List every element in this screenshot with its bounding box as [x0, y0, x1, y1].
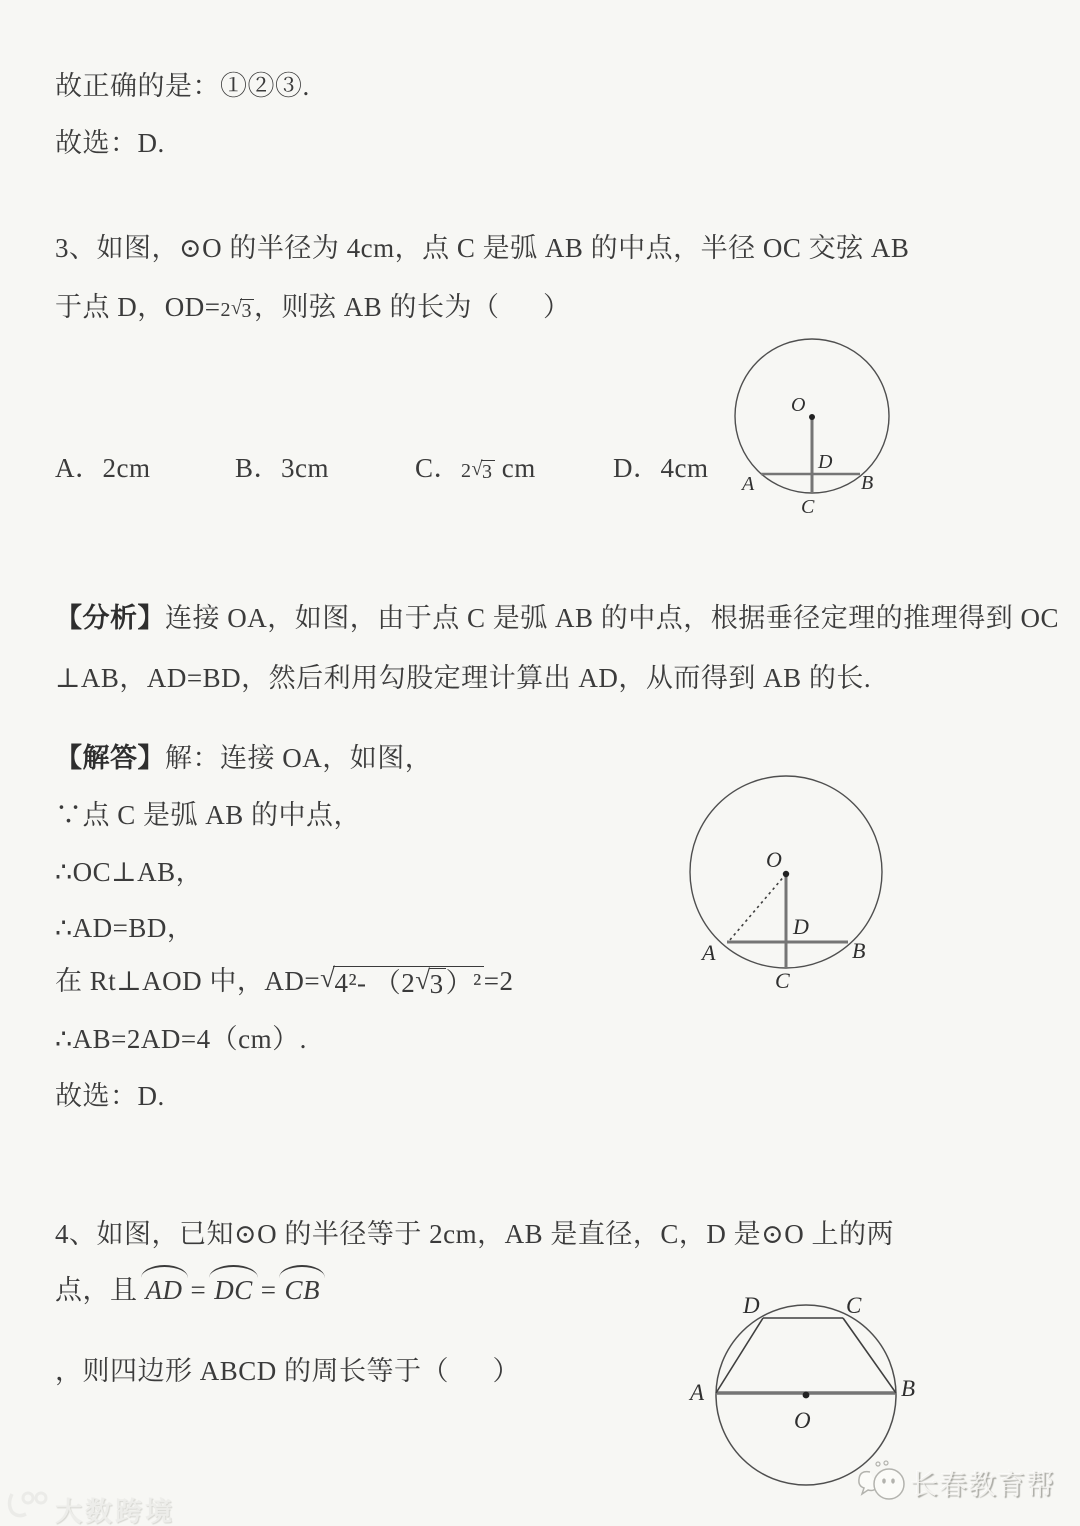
eye-right: [891, 1478, 895, 1483]
sqrt-expression-outer: [320, 965, 484, 999]
radical-sign: √: [320, 963, 336, 993]
analysis-tag: 【分析】: [55, 603, 165, 633]
solution-line7: 故选：D.: [55, 1081, 165, 1111]
label-c: C: [846, 1293, 862, 1318]
arc-ad: [143, 1274, 186, 1308]
analysis-line1: [55, 602, 1059, 636]
choice-a: [55, 452, 151, 486]
center-point: [809, 414, 815, 420]
arc-symbol: [141, 1265, 188, 1278]
analysis-text1: 连接 OA，如图，由于点 C 是弧 AB 的中点，根据垂径定理的推理得到 OC: [165, 603, 1060, 633]
label-d: D: [743, 1293, 760, 1318]
solution-line1: [55, 742, 432, 776]
solution-line6: ∴AB=2AD=4（cm）.: [55, 1024, 307, 1054]
label-o: O: [791, 394, 806, 416]
label-o: O: [794, 1408, 811, 1433]
choice-c-label: C．: [415, 453, 462, 483]
label-d: D: [818, 451, 833, 473]
figure2-circle-diagram: [672, 772, 912, 1017]
label-c: C: [801, 496, 815, 518]
side-cb-line: [843, 1318, 896, 1393]
sqrt-expression-inner: [415, 965, 445, 999]
coefficient: 2: [220, 299, 231, 321]
problem4-stem-line3: ，则四边形 ABCD 的周长等于（ ）: [55, 1356, 521, 1386]
solution-line2: ∵点 C 是弧 AB 的中点，: [55, 800, 362, 830]
right-watermark-text: 长春教育帮: [910, 1469, 1056, 1500]
arc-cb-text: CB: [284, 1275, 320, 1305]
solution-tag: 【解答】: [55, 743, 165, 773]
sqrt-expression: [472, 459, 495, 484]
choice-b: [235, 452, 329, 486]
label-b: B: [852, 938, 866, 963]
radical-sign: √: [471, 458, 483, 480]
label-b: B: [861, 472, 874, 494]
choice-c-unit: cm: [494, 453, 536, 483]
label-a: A: [702, 940, 716, 965]
equals-sign: =: [190, 1275, 207, 1305]
problem3-stem-line1: 3、如图，⊙O 的半径为 4cm，点 C 是弧 AB 的中点，半径 OC 交弦 AB: [55, 233, 910, 263]
problem4-stem-line2-pre: 点，且: [55, 1275, 138, 1305]
arc-symbol: [209, 1265, 258, 1278]
problem3-stem-line2-pre: 于点 D，OD=: [55, 292, 221, 322]
left-watermark-text: 大数跨境: [55, 1497, 175, 1526]
arc-dc-text: DC: [214, 1275, 253, 1305]
radicand: 3: [482, 461, 493, 483]
right-watermark-icon: [856, 1458, 908, 1502]
arc-dc: [211, 1274, 256, 1308]
radicand-part1: 4²- （2: [334, 968, 416, 998]
label-b: B: [901, 1376, 916, 1401]
intro-line-2: 故选：D.: [55, 128, 165, 158]
solution-line5-pre: 在 Rt⊥AOD 中，AD=: [55, 966, 321, 996]
solution-line5: [55, 965, 513, 999]
choice-d-text: 4cm: [660, 453, 709, 483]
radical-sign: √: [230, 297, 243, 319]
center-point: [803, 1392, 810, 1399]
ear-left: [876, 1462, 880, 1466]
radical-sign: √: [415, 965, 431, 995]
problem3-od-value: [220, 299, 253, 321]
choice-a-label: A．: [55, 453, 103, 483]
logo-ring-2: [36, 1493, 46, 1503]
dotted-oa-line: [729, 874, 786, 941]
label-a: A: [690, 1380, 705, 1405]
radicand: 3: [241, 300, 252, 322]
figure1-circle-diagram: [733, 333, 901, 521]
coefficient: 2: [461, 460, 472, 482]
choice-b-label: B．: [235, 453, 282, 483]
choice-a-text: 2cm: [102, 453, 151, 483]
choice-c: [415, 452, 536, 486]
label-o: O: [766, 847, 782, 872]
sqrt-expression: [231, 298, 254, 323]
arc-ad-text: AD: [145, 1275, 183, 1305]
problem3-stem-line2: [55, 291, 570, 325]
intro-line-1: 故正确的是：①②③.: [55, 71, 310, 101]
analysis-line2: ⊥AB，AD=BD，然后利用勾股定理计算出 AD，从而得到 AB 的长.: [55, 663, 872, 693]
problem3-stem-line2-post: ，则弦 AB 的长为（ ）: [253, 292, 571, 322]
problem4-stem-line2: [55, 1274, 328, 1308]
choice-d: [613, 452, 709, 486]
solution-line5-post: =2: [483, 966, 514, 996]
arc-cb: [281, 1274, 323, 1308]
ear-right: [884, 1461, 888, 1465]
radicand-part2: ）²: [445, 968, 482, 998]
choice-d-label: D．: [613, 453, 661, 483]
eye-left: [882, 1478, 886, 1483]
arc-symbol: [279, 1265, 325, 1278]
choice-c-value: [461, 460, 494, 482]
center-point: [783, 871, 789, 877]
logo-ring-1: [23, 1493, 33, 1503]
side-ad-line: [716, 1318, 763, 1393]
radicand-inner: 3: [429, 969, 444, 999]
solution-text1: 解：连接 OA，如图，: [165, 743, 433, 773]
choice-b-text: 3cm: [281, 453, 330, 483]
solution-line3: ∴OC⊥AB，: [55, 857, 204, 887]
label-a: A: [742, 473, 755, 495]
label-d: D: [793, 914, 809, 939]
label-c: C: [775, 968, 790, 993]
equals-sign: =: [260, 1275, 277, 1305]
solution-line4: ∴AD=BD，: [55, 913, 195, 943]
radicand-outer: [333, 966, 483, 998]
speech-bubble-large: [874, 1469, 904, 1499]
problem4-stem-line1: 4、如图，已知⊙O 的半径等于 2cm，AB 是直径，C，D 是⊙O 上的两: [55, 1219, 894, 1249]
left-watermark-icon: [4, 1488, 52, 1522]
